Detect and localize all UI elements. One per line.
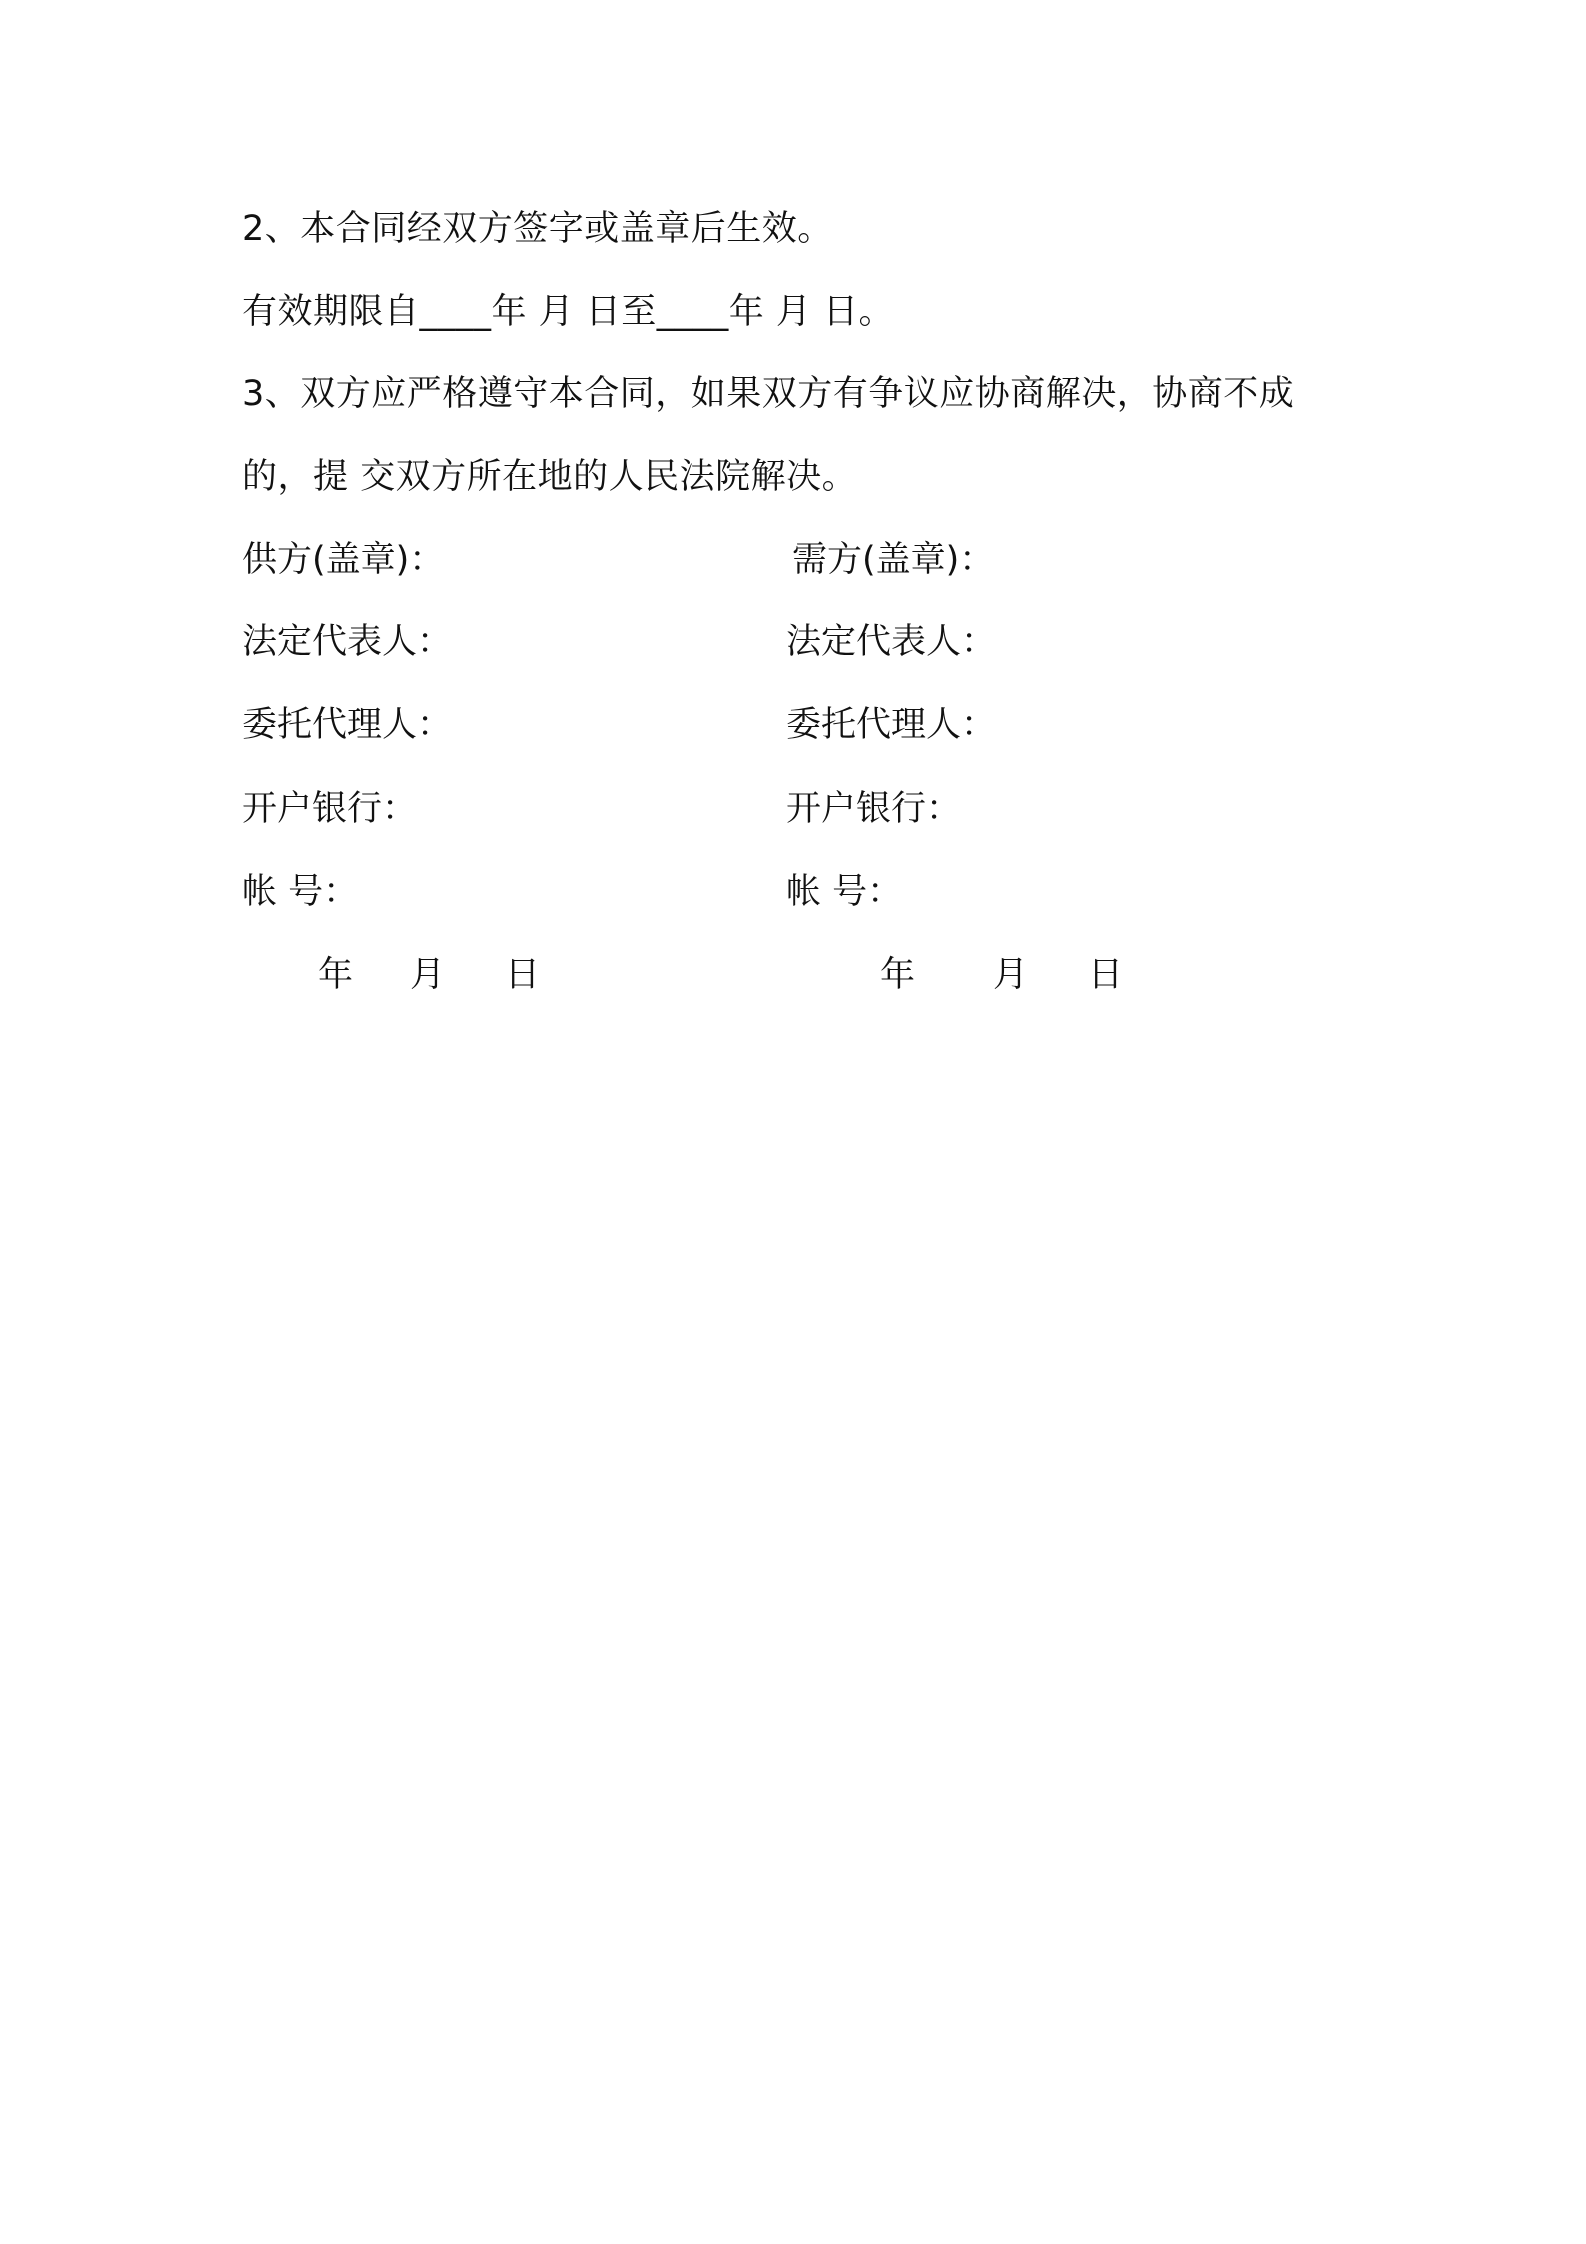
buyer-date-day: 日 [1088,955,1124,995]
supplier-date-day: 日 [505,955,541,995]
validity-period-text: 有效期限自____年 月 日至____年 月 日。 [242,292,895,332]
buyer-account-label: 帐 号： [786,872,903,912]
buyer-date-year: 年 [880,955,916,995]
supplier-agent-label: 委托代理人： [242,705,453,745]
supplier-date-year: 年 [318,955,354,995]
buyer-agent-label: 委托代理人： [786,705,997,745]
supplier-bank-label: 开户银行： [242,789,418,829]
clause-3-line-1: 3、双方应严格遵守本合同，如果双方有争议应协商解决，协商不成 [242,374,1295,414]
clause-2-text: 2、本合同经双方签字或盖章后生效。 [242,209,833,249]
buyer-date-month: 月 [993,955,1029,995]
supplier-date-month: 月 [410,955,446,995]
buyer-bank-label: 开户银行： [786,789,962,829]
supplier-seal-label: 供方(盖章)： [242,540,445,580]
supplier-account-label: 帐 号： [242,872,359,912]
buyer-legal-rep-label: 法定代表人： [786,622,997,662]
clause-3-line-2: 的，提 交双方所在地的人民法院解决。 [242,457,858,497]
supplier-legal-rep-label: 法定代表人： [242,622,453,662]
buyer-seal-label: 需方(盖章)： [792,540,995,580]
